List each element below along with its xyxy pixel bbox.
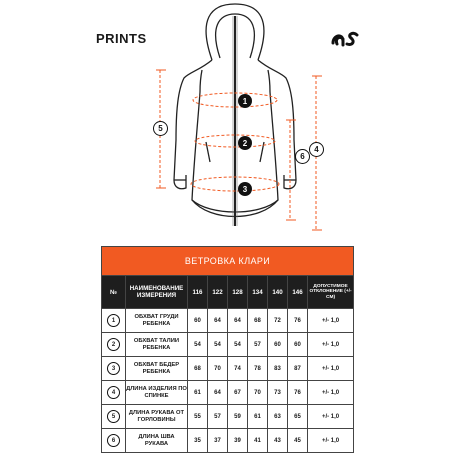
col-number: №	[102, 276, 126, 309]
table-cell: 67	[228, 381, 248, 405]
table-cell: 74	[228, 357, 248, 381]
table-cell: 60	[188, 309, 208, 333]
row-number-badge: 1	[107, 314, 120, 327]
table-cell: 64	[208, 381, 228, 405]
table-cell: 68	[248, 309, 268, 333]
table-title: ВЕТРОВКА КЛАРИ	[102, 247, 354, 276]
marker-6: 6	[295, 149, 310, 164]
table-cell: 60	[288, 333, 308, 357]
col-size: 122	[208, 276, 228, 309]
table-cell: 59	[228, 405, 248, 429]
tolerance-cell: +/- 1,0	[308, 333, 354, 357]
table-cell: 73	[268, 381, 288, 405]
table-cell: 57	[248, 333, 268, 357]
brand-logo	[331, 27, 359, 47]
col-size: 140	[268, 276, 288, 309]
marker-3: 3	[238, 182, 252, 196]
table-cell: 37	[208, 429, 228, 453]
table-cell: 35	[188, 429, 208, 453]
col-size: 128	[228, 276, 248, 309]
col-size: 146	[288, 276, 308, 309]
table-cell: 64	[208, 309, 228, 333]
table-row	[102, 429, 354, 453]
table-cell: 76	[288, 381, 308, 405]
col-size: 116	[188, 276, 208, 309]
col-name: НАИМЕНОВАНИЕ ИЗМЕРЕНИЯ	[126, 276, 188, 309]
table-cell: 87	[288, 357, 308, 381]
marker-1: 1	[238, 94, 252, 108]
table-cell: 63	[268, 405, 288, 429]
measurement-name: ОБХВАТ ТАЛИИ РЕБЕНКА	[126, 333, 188, 357]
table-cell: 61	[248, 405, 268, 429]
table-cell: 54	[208, 333, 228, 357]
col-size: 134	[248, 276, 268, 309]
tolerance-cell: +/- 1,0	[308, 405, 354, 429]
table-row	[102, 333, 354, 357]
tolerance-cell: +/- 1,0	[308, 381, 354, 405]
row-number-badge: 3	[107, 362, 120, 375]
row-number-badge: 2	[107, 338, 120, 351]
table-cell: 61	[188, 381, 208, 405]
table-cell: 60	[268, 333, 288, 357]
table-row	[102, 405, 354, 429]
table-row	[102, 357, 354, 381]
table-cell: 43	[268, 429, 288, 453]
tolerance-cell: +/- 1,0	[308, 309, 354, 333]
row-number-badge: 4	[107, 386, 120, 399]
table-cell: 76	[288, 309, 308, 333]
size-chart-table	[101, 246, 354, 453]
measurement-name: ОБХВАТ БЕДЕР РЕБЕНКА	[126, 357, 188, 381]
table-row	[102, 309, 354, 333]
table-cell: 70	[248, 381, 268, 405]
measurement-name: ДЛИНА ШВА РУКАВА	[126, 429, 188, 453]
table-cell: 70	[208, 357, 228, 381]
table-cell: 83	[268, 357, 288, 381]
table-cell: 41	[248, 429, 268, 453]
row-number-badge: 5	[107, 410, 120, 423]
table-cell: 78	[248, 357, 268, 381]
row-number-badge: 6	[107, 434, 120, 447]
table-cell: 45	[288, 429, 308, 453]
measurement-name: ОБХВАТ ГРУДИ РЕБЕНКА	[126, 309, 188, 333]
marker-2: 2	[238, 136, 252, 150]
table-cell: 64	[228, 309, 248, 333]
table-cell: 72	[268, 309, 288, 333]
table-cell: 54	[188, 333, 208, 357]
tolerance-cell: +/- 1,0	[308, 357, 354, 381]
tolerance-cell: +/- 1,0	[308, 429, 354, 453]
measurement-name: ДЛИНА РУКАВА ОТ ГОРЛОВИНЫ	[126, 405, 188, 429]
brand-title: PRINTS	[96, 31, 147, 46]
table-cell: 39	[228, 429, 248, 453]
table-row	[102, 381, 354, 405]
table-cell: 54	[228, 333, 248, 357]
measurement-name: ДЛИНА ИЗДЕЛИЯ ПО СПИНКЕ	[126, 381, 188, 405]
marker-4: 4	[309, 142, 324, 157]
col-tolerance: ДОПУСТИМОЕ ОТКЛОНЕНИЕ (+/- CM)	[308, 276, 354, 309]
table-cell: 57	[208, 405, 228, 429]
table-cell: 65	[288, 405, 308, 429]
marker-5: 5	[153, 121, 168, 136]
table-cell: 55	[188, 405, 208, 429]
table-cell: 68	[188, 357, 208, 381]
jacket-sketch	[140, 0, 330, 240]
